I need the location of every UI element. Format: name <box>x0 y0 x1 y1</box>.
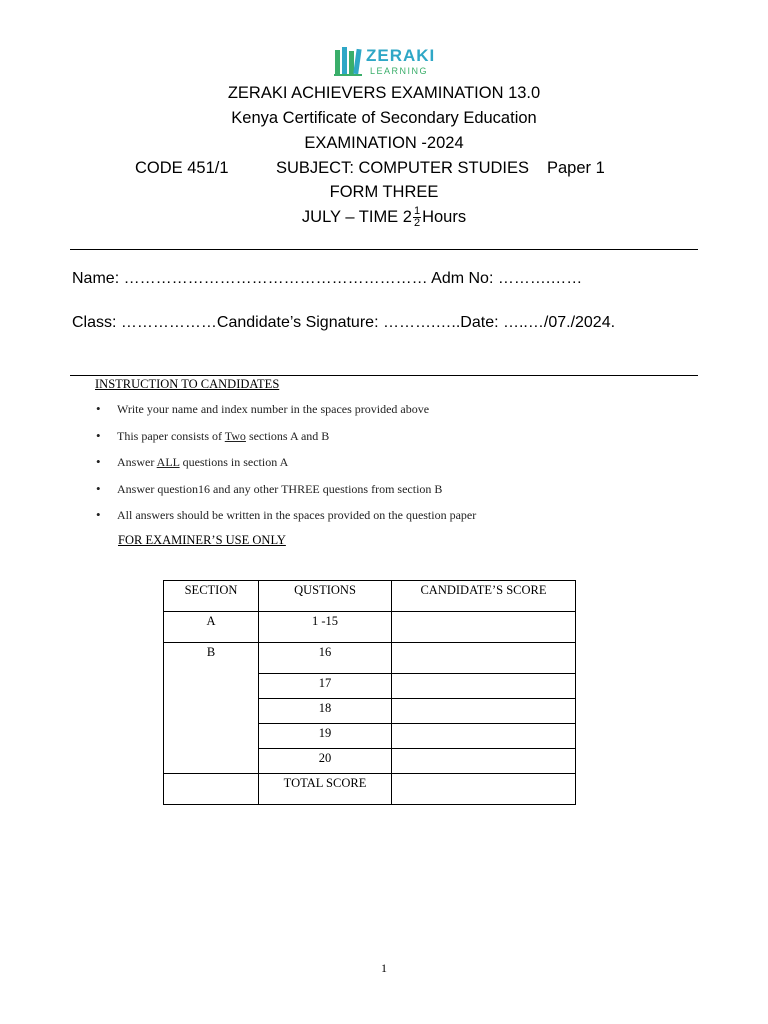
empty-cell <box>164 774 259 805</box>
table-total-row <box>164 774 576 805</box>
total-score-cell[interactable] <box>392 774 576 805</box>
code-subject-row <box>0 159 768 181</box>
header-score: CANDIDATE’S SCORE <box>392 581 576 612</box>
score-cell[interactable] <box>392 699 576 724</box>
adm-no-label: No <box>468 270 489 287</box>
questions-cell: 17 <box>259 674 392 699</box>
instruction-item: • All answers should be written in the spaces provided on the question paper <box>95 507 476 534</box>
exam-time: JULY – TIME 2 $\frac{1}{2}$ Hours <box>301 205 467 229</box>
name-label: Name <box>72 270 115 287</box>
class-label: Class <box>72 314 113 331</box>
score-cell[interactable] <box>392 643 576 674</box>
section-b-cell: B <box>164 643 259 774</box>
examiner-heading: FOR EXAMINER’S USE ONLY <box>118 533 286 547</box>
date-label: Date <box>460 314 495 331</box>
exam-year: EXAMINATION -2024 <box>304 134 464 152</box>
exam-code: CODE 451/1 <box>135 159 229 177</box>
time-fraction: $\frac{1}{2}$ <box>413 205 421 229</box>
score-table <box>163 580 576 805</box>
score-cell[interactable] <box>392 612 576 643</box>
subject-name: SUBJECT: COMPUTER STUDIES <box>276 159 530 177</box>
instructions-heading: INSTRUCTION TO CANDIDATES <box>95 377 280 391</box>
date-input-line[interactable]: : …..…/07./2024. <box>494 314 616 331</box>
paper-number: Paper 1 <box>547 159 605 177</box>
adm-no-input-line[interactable]: : ……….…… <box>488 270 583 287</box>
logo-brand-text: ZERAKI <box>366 46 436 65</box>
class-field-row <box>72 314 615 332</box>
page-number: 1 <box>381 961 387 975</box>
certificate-title: Kenya Certificate of Secondary Education <box>231 109 537 127</box>
score-cell[interactable] <box>392 724 576 749</box>
section-a-cell: A <box>164 612 259 643</box>
zeraki-logo <box>330 44 440 78</box>
questions-cell: 18 <box>259 699 392 724</box>
questions-cell: 20 <box>259 749 392 774</box>
divider-bottom <box>70 375 698 376</box>
instruction-item: • Write your name and index number in the spaces provided above <box>95 401 476 428</box>
table-header-row <box>164 581 576 612</box>
instruction-item: • Answer ALL questions in section A <box>95 454 476 481</box>
divider-top <box>70 249 698 250</box>
instruction-item: • This paper consists of Two sections A and B <box>95 428 476 455</box>
header-section: SECTION <box>164 581 259 612</box>
books-icon <box>334 46 362 76</box>
score-cell[interactable] <box>392 674 576 699</box>
total-label-cell: TOTAL SCORE <box>259 774 392 805</box>
exam-title: ZERAKI ACHIEVERS EXAMINATION 13.0 <box>227 84 541 102</box>
table-row <box>164 612 576 643</box>
signature-input-line[interactable]: : ……….….. <box>374 314 461 331</box>
questions-cell: 16 <box>259 643 392 674</box>
form-level: FORM THREE <box>329 183 439 201</box>
questions-cell: 19 <box>259 724 392 749</box>
name-field-row <box>72 270 582 288</box>
header-questions: QUSTIONS <box>259 581 392 612</box>
questions-cell: 1 -15 <box>259 612 392 643</box>
table-row <box>164 643 576 674</box>
logo-sub-text: LEARNING <box>370 66 429 76</box>
signature-label: Candidate’s Signature <box>216 314 375 331</box>
instructions-list <box>95 401 476 534</box>
class-input-line[interactable]: : ……………… <box>112 314 217 331</box>
instruction-item: • Answer question16 and any other THREE questions from section B <box>95 481 476 508</box>
name-input-line[interactable]: : ………………………………………………… Adm <box>114 270 469 287</box>
score-cell[interactable] <box>392 749 576 774</box>
